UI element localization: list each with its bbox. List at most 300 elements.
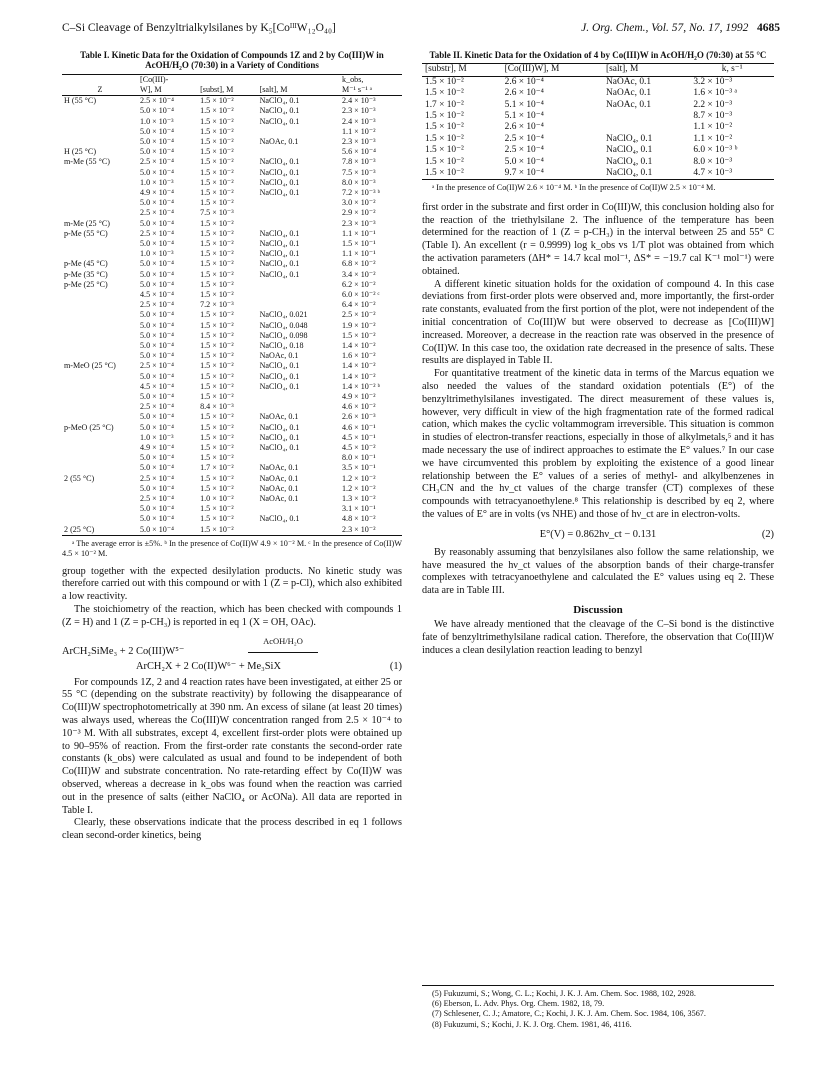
table2-cell: NaClO₄, 0.1 <box>606 156 653 167</box>
table1-cell <box>258 504 340 514</box>
table1-col-salt: [salt], M <box>258 85 340 96</box>
table1-row <box>62 249 402 259</box>
table1-cell: 1.5 × 10⁻² <box>200 310 234 320</box>
table1-cell: 1.5 × 10⁻² <box>200 443 234 452</box>
table1-cell: 1.5 × 10⁻² <box>200 412 234 422</box>
table1-caption: Table I. Kinetic Data for the Oxidation of Compounds 1Z and 2 by Co(III)W in AcOH/H₂O (70:30) in a Variety of Conditions <box>80 50 384 71</box>
table1-row <box>62 137 402 147</box>
table1-cell: 8.0 × 10⁻³ <box>342 177 376 187</box>
table1-cell: NaClO₄, 0.1 <box>259 361 300 371</box>
table1-cell: 1.5 × 10⁻² <box>200 391 234 401</box>
table1-cell: 1.5 × 10⁻² <box>200 147 234 157</box>
table1-row <box>62 178 402 188</box>
table1-cell: 4.9 × 10⁻⁴ <box>140 443 174 452</box>
table1-cell: NaOAc, 0.1 <box>259 351 299 361</box>
table1-cell: 5.0 × 10⁻⁴ <box>140 238 174 248</box>
table1-cell: 5.6 × 10⁻⁴ <box>342 147 376 157</box>
eq1-products: ArCH₂X + 2 Co(II)W⁶⁻ + Me₃SiX <box>136 660 281 672</box>
table2-cell: 1.6 × 10⁻³ ᵃ <box>693 88 738 99</box>
table1-cell: 8.4 × 10⁻³ <box>200 402 234 412</box>
table2-cell: 1.7 × 10⁻² <box>425 99 464 110</box>
table1-cell: NaOAc, 0.1 <box>259 473 299 483</box>
table1-cell: 1.5 × 10⁻² <box>200 177 234 187</box>
table2-footnote: ᵃ In the presence of Co(II)W 2.6 × 10⁻⁴ M. ᵇ In the presence of Co(II)W 2.5 × 10⁻⁴ M. <box>432 183 716 193</box>
table1-cell: 5.0 × 10⁻⁴ <box>140 198 174 208</box>
table1-cell: 6.0 × 10⁻² ᶜ <box>342 289 380 299</box>
table2-cell: 1.5 × 10⁻² <box>425 145 464 156</box>
table1-cell <box>62 392 138 402</box>
table2-row <box>422 100 774 111</box>
table2-body <box>422 76 774 180</box>
table1-cell: 1.5 × 10⁻² <box>200 483 234 493</box>
table1-cell: H (25 °C) <box>64 147 97 157</box>
table2-cell: 2.6 × 10⁻⁴ <box>504 122 544 133</box>
table1-cell <box>62 372 138 382</box>
table1-cell: 1.5 × 10⁻² <box>200 198 234 208</box>
table1-cell: 6.4 × 10⁻² <box>342 300 376 310</box>
table1-cell: 5.0 × 10⁻⁴ <box>140 320 174 330</box>
table1-cell <box>62 249 138 259</box>
table2-cell: NaClO₄, 0.1 <box>606 133 653 144</box>
table1-cell <box>62 239 138 249</box>
table1-cell: 3.5 × 10⁻¹ <box>342 463 376 473</box>
table2-caption: Table II. Kinetic Data for the Oxidation of 4 by Co(III)W in AcOH/H₂O (70:30) at 55 °C <box>429 50 767 60</box>
table2-cell: 1.5 × 10⁻² <box>425 88 464 99</box>
table1-cell: 5.0 × 10⁻⁴ <box>140 340 174 350</box>
table1-cell: 2.3 × 10⁻³ <box>342 106 376 116</box>
table1-cell: 2.5 × 10⁻⁴ <box>140 361 174 371</box>
eq1-condition: AcOH/H₂O <box>263 635 303 646</box>
table2-row <box>422 168 774 180</box>
table1-cell <box>62 484 138 494</box>
table1-cell: 1.5 × 10⁻² <box>200 238 234 248</box>
footnote-7: (7) Schlesener, C. J.; Amatore, C.; Kochi, J. K. J. Am. Chem. Soc. 1984, 106, 3567. <box>432 1009 706 1019</box>
table1-cell: 1.5 × 10⁻² <box>200 432 234 442</box>
table1-cell: 1.5 × 10⁻² <box>200 330 234 340</box>
table1-cell: 1.5 × 10⁻² <box>200 289 234 299</box>
table1-cell: 1.5 × 10⁻² <box>200 136 234 146</box>
table1-cell: NaClO₄, 0.021 <box>259 310 308 320</box>
table1-cell <box>62 331 138 341</box>
equation-1 <box>62 634 402 673</box>
table1-col-z: Z <box>62 85 138 96</box>
table1-row <box>62 341 402 351</box>
table1-cell: 7.8 × 10⁻³ <box>342 157 376 167</box>
table1-row <box>62 433 402 443</box>
table2-cell: 2.2 × 10⁻³ <box>693 99 733 110</box>
page-number: 4685 <box>757 22 780 34</box>
table1-row <box>62 280 402 290</box>
table1-row <box>62 147 402 157</box>
table1-row <box>62 514 402 524</box>
table1-row <box>62 423 402 433</box>
table1-cell: 7.5 × 10⁻³ <box>200 208 234 218</box>
table1-cell <box>62 208 138 218</box>
table1-cell: NaClO₄, 0.048 <box>259 320 308 330</box>
table1-cell <box>62 341 138 351</box>
table1-cell: 7.2 × 10⁻³ <box>200 300 234 310</box>
table1-cell: p-Me (25 °C) <box>64 279 108 289</box>
table2-cell: 2.6 × 10⁻⁴ <box>504 88 544 99</box>
table1-cell: 5.0 × 10⁻⁴ <box>140 351 174 361</box>
table2-cell: 2.6 × 10⁻⁴ <box>504 76 544 87</box>
table1-cell: 5.0 × 10⁻⁴ <box>140 167 174 177</box>
table1-cell: NaClO₄, 0.1 <box>259 381 300 391</box>
table1-cell <box>258 290 340 300</box>
table1-cell: 5.0 × 10⁻⁴ <box>140 514 174 524</box>
table1-cell <box>62 351 138 361</box>
table1-cell <box>258 147 340 157</box>
table1-cell: 5.0 × 10⁻⁴ <box>140 504 174 514</box>
table1-row <box>62 453 402 463</box>
table2-cell: 1.5 × 10⁻² <box>425 76 464 87</box>
table1-cell: 5.0 × 10⁻⁴ <box>140 463 174 473</box>
table1-cell: 4.5 × 10⁻¹ <box>342 432 376 442</box>
table1-cell: 1.1 × 10⁻¹ <box>342 228 376 238</box>
table1-cell <box>258 402 340 412</box>
table2-cell: 3.2 × 10⁻³ <box>693 76 733 87</box>
table1-row <box>62 504 402 514</box>
table1-cell <box>62 504 138 514</box>
table1-cell <box>62 137 138 147</box>
table1-cell: 1.5 × 10⁻² <box>200 504 234 514</box>
table1-row <box>62 463 402 473</box>
table1-row <box>62 188 402 198</box>
table1-cell: 1.5 × 10⁻² <box>200 157 234 167</box>
table1-col-subst: [subst], M <box>198 85 257 96</box>
table1-cell: 1.5 × 10⁻² <box>200 473 234 483</box>
table1-cell <box>62 106 138 116</box>
table1-cell: 1.5 × 10⁻² <box>200 361 234 371</box>
table1-body <box>62 96 402 536</box>
table1-cell: 1.5 × 10⁻² <box>200 371 234 381</box>
table1-cell: NaClO₄, 0.1 <box>259 249 300 259</box>
table1-cell: NaOAc, 0.1 <box>259 463 299 473</box>
table1-cell: m-MeO (25 °C) <box>64 361 116 371</box>
table2-cell: NaOAc, 0.1 <box>606 88 652 99</box>
table1-cell: NaClO₄, 0.1 <box>259 177 300 187</box>
left-paragraph-4: Clearly, these observations indicate that the process described in eq 1 follows clean second-order kinetics, being <box>62 817 402 842</box>
table1-row <box>62 198 402 208</box>
left-column <box>62 50 402 843</box>
table1-cell: 2.6 × 10⁻³ <box>342 412 376 422</box>
right-column <box>422 50 774 657</box>
table1-cell: 1.5 × 10⁻² <box>200 340 234 350</box>
footnote-8: (8) Fukuzumi, S.; Kochi, J. K. J. Org. Chem. 1981, 46, 4116. <box>432 1019 632 1029</box>
table2-cell <box>603 111 690 122</box>
table1-cell: 5.0 × 10⁻⁴ <box>140 218 174 228</box>
footnote-6: (6) Eberson, L. Adv. Phys. Org. Chem. 1982, 18, 79. <box>432 999 605 1009</box>
table1-row <box>62 412 402 422</box>
table1-cell: NaClO₄, 0.1 <box>259 238 300 248</box>
table2-cell: 2.5 × 10⁻⁴ <box>504 145 544 156</box>
table1-cell <box>62 412 138 422</box>
table1-cell: 4.6 × 10⁻¹ <box>342 422 376 432</box>
footnote-5: (5) Fukuzumi, S.; Wong, C. L.; Kochi, J. K. J. Am. Chem. Soc. 1988, 102, 2928. <box>432 989 696 998</box>
table1-row <box>62 392 402 402</box>
section-heading: Discussion <box>573 603 623 616</box>
table1-row <box>62 484 402 494</box>
equation-2 <box>422 528 774 541</box>
eq2-number: (2) <box>761 528 774 540</box>
table2-cell: 1.5 × 10⁻² <box>425 110 464 121</box>
table2-header: [substr], M <box>422 64 502 76</box>
table1-row <box>62 290 402 300</box>
table1-cell: NaOAc, 0.1 <box>259 483 299 493</box>
table1-cell <box>62 433 138 443</box>
table1-cell: 6.2 × 10⁻² <box>342 279 376 289</box>
table1-cell <box>62 321 138 331</box>
table1-row <box>62 219 402 229</box>
table1-row <box>62 168 402 178</box>
table1-cell: 5.0 × 10⁻⁴ <box>140 259 174 269</box>
table1-cell <box>62 178 138 188</box>
left-paragraph-3: For compounds 1Z, 2 and 4 reaction rates have been investigated, at either 25 or 55 °C (depending on the substrate reactivity) by following the disappearance of Co(III)W spectrophotometrically at 390 nm. An excess of silane (at least 20 times) was always used, whereas the Co(III)W concentration ranged from 2.5 × 10⁻⁴ to 10⁻³ M. With all substrates, except 4, excellent first-order plots were obtained up to 90–95% of reaction. From the first-order rate constants the second-order rate constants (k_obs) were calculated as usual and found to be independent of both Co(III)W and substrate concentration. No rate-retarding effect by Co(II)W was observed, whereas a decrease in k_obs was found when the reaction was carried out in the presence of salts (either NaClO₄ or AcONa). All data are reported in Table I. <box>62 676 402 816</box>
table2-cell: 1.1 × 10⁻² <box>693 122 733 133</box>
table1-row <box>62 96 402 107</box>
table1-cell: 1.3 × 10⁻² <box>342 494 376 504</box>
table1-cell: 1.5 × 10⁻² <box>200 320 234 330</box>
right-paragraph-4: By reasonably assuming that benzylsilanes also follow the same relationship, we have measured the hν_ct values of the absorption bands of their charge-transfer complexes with tetracyanoethylene and calculated the E° values using eq 2. These data are in Table III. <box>422 546 774 597</box>
table1-col-k-top: k_obs, <box>342 74 364 84</box>
table1-cell: 4.9 × 10⁻² <box>342 391 376 401</box>
table1-cell: 5.0 × 10⁻⁴ <box>140 269 174 279</box>
table1-cell: 5.0 × 10⁻⁴ <box>140 453 174 463</box>
table1-cell: 1.0 × 10⁻³ <box>140 249 174 259</box>
table1-cell: p-MeO (25 °C) <box>64 422 114 432</box>
table1-cell: 2.3 × 10⁻³ <box>342 218 376 228</box>
table2-header: k, s⁻¹ <box>690 64 774 76</box>
table2-cell: 4.7 × 10⁻³ <box>693 168 733 178</box>
table1-cell: 3.0 × 10⁻² <box>342 198 376 208</box>
table1-cell: 1.5 × 10⁻² <box>200 453 234 463</box>
table1-cell: p-Me (35 °C) <box>64 269 108 279</box>
table1-cell: p-Me (45 °C) <box>64 259 108 269</box>
running-header <box>62 22 780 40</box>
table2-header: [salt], M <box>603 64 690 76</box>
table1-cell: 4.5 × 10⁻² <box>342 443 376 452</box>
footnotes <box>422 985 774 1030</box>
table1-row <box>62 239 402 249</box>
table1-cell <box>258 198 340 208</box>
table1-col-co-bottom: W], M <box>138 85 198 96</box>
table1-cell: NaClO₄, 0.1 <box>259 269 300 279</box>
table1-cell: p-Me (55 °C) <box>64 228 108 238</box>
table1-row <box>62 117 402 127</box>
table1-cell: 1.5 × 10⁻² <box>200 218 234 228</box>
table1-cell <box>62 494 138 504</box>
eq1-arrow <box>248 635 318 653</box>
table1-cell: 5.0 × 10⁻⁴ <box>140 279 174 289</box>
table1-cell <box>62 514 138 524</box>
table1-cell: 5.0 × 10⁻⁴ <box>140 147 174 157</box>
table1-cell: 1.0 × 10⁻³ <box>140 177 174 187</box>
table2-row <box>422 122 774 133</box>
table1-cell: 1.5 × 10⁻² <box>200 422 234 432</box>
table1-cell <box>62 463 138 473</box>
table1-cell: 2.4 × 10⁻³ <box>342 96 376 106</box>
table1-cell <box>258 453 340 463</box>
left-paragraph-1: group together with the expected desilylation products. No kinetic study was therefore carried out with this compound or with 1 (Z = p-Cl), which also exhibited a low reactivity. <box>62 565 402 603</box>
table2-cell: 5.1 × 10⁻⁴ <box>504 99 544 110</box>
table2-cell: 8.7 × 10⁻³ <box>693 110 733 121</box>
table1-cell: 2.5 × 10⁻⁴ <box>140 157 174 167</box>
table2-cell: 6.0 × 10⁻³ ᵇ <box>693 145 738 156</box>
table1-cell: NaClO₄, 0.1 <box>259 259 300 269</box>
table1-cell: m-Me (55 °C) <box>64 157 110 167</box>
table2-cell: 1.5 × 10⁻² <box>425 122 464 133</box>
table1-cell: NaClO₄, 0.1 <box>259 187 300 197</box>
table1-cell <box>62 127 138 137</box>
table1-cell: 5.0 × 10⁻⁴ <box>140 391 174 401</box>
table1-cell: 1.4 × 10⁻² <box>342 361 376 371</box>
table1-cell: 1.5 × 10⁻² <box>200 228 234 238</box>
table2-cell: NaOAc, 0.1 <box>606 99 652 110</box>
table1-cell <box>258 280 340 290</box>
table1-cell: 2.5 × 10⁻⁴ <box>140 473 174 483</box>
table1-cell: 1.5 × 10⁻² <box>200 351 234 361</box>
table1-cell <box>258 127 340 137</box>
table1-cell: m-Me (25 °C) <box>64 218 110 228</box>
table1-cell: 7.2 × 10⁻³ ᵇ <box>342 187 381 197</box>
table1-cell: 5.0 × 10⁻⁴ <box>140 106 174 116</box>
table1-cell: NaClO₄, 0.098 <box>259 330 308 340</box>
table1-row <box>62 229 402 239</box>
table1-cell: 1.2 × 10⁻² <box>342 483 376 493</box>
table1-row <box>62 351 402 361</box>
table1-cell: 5.0 × 10⁻⁴ <box>140 524 174 534</box>
table1-cell: 2.3 × 10⁻² <box>342 524 376 534</box>
table1-cell: 5.0 × 10⁻⁴ <box>140 483 174 493</box>
table1 <box>62 74 402 536</box>
table1-cell: 1.4 × 10⁻² ᵇ <box>342 381 381 391</box>
table1-cell: 8.0 × 10⁻¹ <box>342 453 376 463</box>
table1-row <box>62 474 402 484</box>
table1-cell: 2 (55 °C) <box>64 473 95 483</box>
table1-cell: 5.0 × 10⁻⁴ <box>140 310 174 320</box>
table1-cell <box>62 290 138 300</box>
table1-cell: 1.9 × 10⁻² <box>342 320 376 330</box>
table1-cell: NaClO₄, 0.1 <box>259 514 300 524</box>
table1-cell: 1.0 × 10⁻³ <box>140 116 174 126</box>
table1-cell <box>258 219 340 229</box>
table1-cell: NaClO₄, 0.1 <box>259 116 300 126</box>
table1-cell: 1.6 × 10⁻² <box>342 351 376 361</box>
table1-cell: 7.5 × 10⁻³ <box>342 167 376 177</box>
table2-row <box>422 76 774 88</box>
table2-row <box>422 134 774 145</box>
table1-cell: NaOAc, 0.1 <box>259 412 299 422</box>
table1-cell <box>62 198 138 208</box>
table1-cell: 2.5 × 10⁻⁴ <box>140 96 174 106</box>
table1-row <box>62 361 402 371</box>
table1-row <box>62 525 402 536</box>
table1-cell: 2.5 × 10⁻⁴ <box>140 228 174 238</box>
table1-footnote: ᵃ The average error is ±5%. ᵇ In the presence of Co(II)W 4.9 × 10⁻² M. ᶜ In the presence of Co(II)W 4.5 × 10⁻² M. <box>62 538 402 559</box>
table1-cell: 1.5 × 10⁻² <box>200 116 234 126</box>
table1-cell: 2.9 × 10⁻² <box>342 208 376 218</box>
table1-cell: 2 (25 °C) <box>64 524 95 534</box>
table2-cell: 8.0 × 10⁻³ <box>693 156 733 167</box>
table1-cell: NaClO₄, 0.1 <box>259 228 300 238</box>
table2-cell: 5.0 × 10⁻⁴ <box>504 156 544 167</box>
table1-cell: NaClO₄, 0.1 <box>259 371 300 381</box>
table2-cell: 1.1 × 10⁻² <box>693 133 733 144</box>
table2-cell: 2.5 × 10⁻⁴ <box>504 133 544 144</box>
table1-row <box>62 259 402 269</box>
table1-cell: NaClO₄, 0.1 <box>259 96 300 106</box>
table1-row <box>62 310 402 320</box>
table1-cell: 5.0 × 10⁻⁴ <box>140 422 174 432</box>
table1-row <box>62 270 402 280</box>
table1-cell: 5.0 × 10⁻⁴ <box>140 136 174 146</box>
table1-cell: 2.5 × 10⁻⁴ <box>140 208 174 218</box>
table1-cell: 2.5 × 10⁻⁴ <box>140 300 174 310</box>
table1-cell: 1.0 × 10⁻³ <box>140 432 174 442</box>
table1-cell: 5.0 × 10⁻⁴ <box>140 412 174 422</box>
table1-cell <box>62 188 138 198</box>
table2-row <box>422 157 774 168</box>
table2-cell: 1.5 × 10⁻² <box>425 133 464 144</box>
right-paragraph-5: We have already mentioned that the cleavage of the C–Si bond is the distinctive fate of benzyltrimethylsilane radical cation. Therefore, the observation that Co(III)W induces a clean desilylation reaction leading to benzyl <box>422 618 774 656</box>
table1-cell: 1.5 × 10⁻² <box>200 187 234 197</box>
table1-cell: NaClO₄, 0.1 <box>259 167 300 177</box>
right-paragraph-1: first order in the substrate and first order in Co(III)W, this conclusion holding also for the reaction of the triethylsilane 2. The influence of the temperature has been determined for the reaction of 1 (Z = p-CH₃) in the interval between 25 and 55° C (Table I). An excellent (r = 0.9999) log k_obs vs 1/T plot was obtained from which the activation parameters (ΔH* = 14.7 kcal mol⁻¹, ΔS* = −19.7 cal K⁻¹ mol⁻¹) were obtained. <box>422 201 774 277</box>
table1-cell: 1.2 × 10⁻² <box>342 473 376 483</box>
table1-cell: 1.7 × 10⁻² <box>200 463 234 473</box>
table1-cell <box>62 443 138 453</box>
left-paragraph-2: The stoichiometry of the reaction, which has been checked with compounds 1 (Z = H) and 1 (Z = p-CH₃) is reported in eq 1 (X = OH, OAc). <box>62 604 402 628</box>
table1-row <box>62 494 402 504</box>
table1-cell: NaClO₄, 0.1 <box>259 157 300 167</box>
table1-cell: 1.5 × 10⁻² <box>200 249 234 259</box>
table1-cell: 4.5 × 10⁻⁴ <box>140 381 174 391</box>
table2-cell: 9.7 × 10⁻⁴ <box>504 168 544 178</box>
table1-cell: NaOAc, 0.1 <box>259 136 299 146</box>
table1-cell: 1.1 × 10⁻² <box>342 126 376 136</box>
table1-cell: 2.3 × 10⁻³ <box>342 136 376 146</box>
table1-cell: H (55 °C) <box>64 96 97 106</box>
table2-cell: NaOAc, 0.1 <box>606 76 652 87</box>
table1-cell: 1.5 × 10⁻² <box>200 514 234 524</box>
table1-cell <box>258 525 340 536</box>
table2-cell <box>603 122 690 133</box>
table1-cell: NaClO₄, 0.1 <box>259 432 300 442</box>
table1-cell: 1.5 × 10⁻² <box>342 330 376 340</box>
table2-row <box>422 88 774 99</box>
table1-row <box>62 382 402 392</box>
table2-cell: NaClO₄, 0.1 <box>606 145 653 156</box>
table2-cell: 1.5 × 10⁻² <box>425 168 464 178</box>
right-paragraph-3: For quantitative treatment of the kinetic data in terms of the Marcus equation we also needed the values of the standard oxidation potentials (E°) of the benzyltrimethylsilanes investigated. The direct measurement of these values is, however, very difficult in view of the high fragmentation rate of the formed radical cation, which makes the cyclic voltammogram irreversible. This situation is common in studies of electron-transfer reactions, especially in those of alkylmetals,⁵ and it has made necessary the use of indirect approaches to estimate the E° values.⁷ In our case we have circumvented this problem by exploiting the existence of a good linear relationship between the E° values of a series of methyl- and alkylbenzenes in CH₃CN and the hν_ct values of the charge transfer (CT) complexes of these compounds with tetracyanoethylene.⁸ This relationship is described by eq 2, where the values of E° are in volts (vs NHE) and those of hν_ct are in electron-volts. <box>422 368 774 520</box>
table1-cell: NaOAc, 0.1 <box>259 494 299 504</box>
table1-cell: 1.5 × 10⁻² <box>200 96 234 106</box>
table1-cell <box>62 402 138 412</box>
table1-row <box>62 331 402 341</box>
table1-cell <box>62 382 138 392</box>
table1-col-co-top: [Co(III)- <box>140 74 169 84</box>
table1-cell: NaClO₄, 0.18 <box>259 340 304 350</box>
table1-cell: 1.5 × 10⁻² <box>200 279 234 289</box>
table1-row <box>62 372 402 382</box>
table1-cell: NaClO₄, 0.1 <box>259 422 300 432</box>
journal-citation <box>581 22 780 34</box>
table1-col-k-bottom: M⁻¹ s⁻¹ ᵃ <box>340 85 402 96</box>
table1-cell: 1.5 × 10⁻² <box>200 524 234 534</box>
table1-cell: 5.0 × 10⁻⁴ <box>140 371 174 381</box>
eq1-reactants: ArCH₂SiMe₃ + 2 Co(III)W⁵⁻ <box>62 645 185 657</box>
table1-row <box>62 127 402 137</box>
